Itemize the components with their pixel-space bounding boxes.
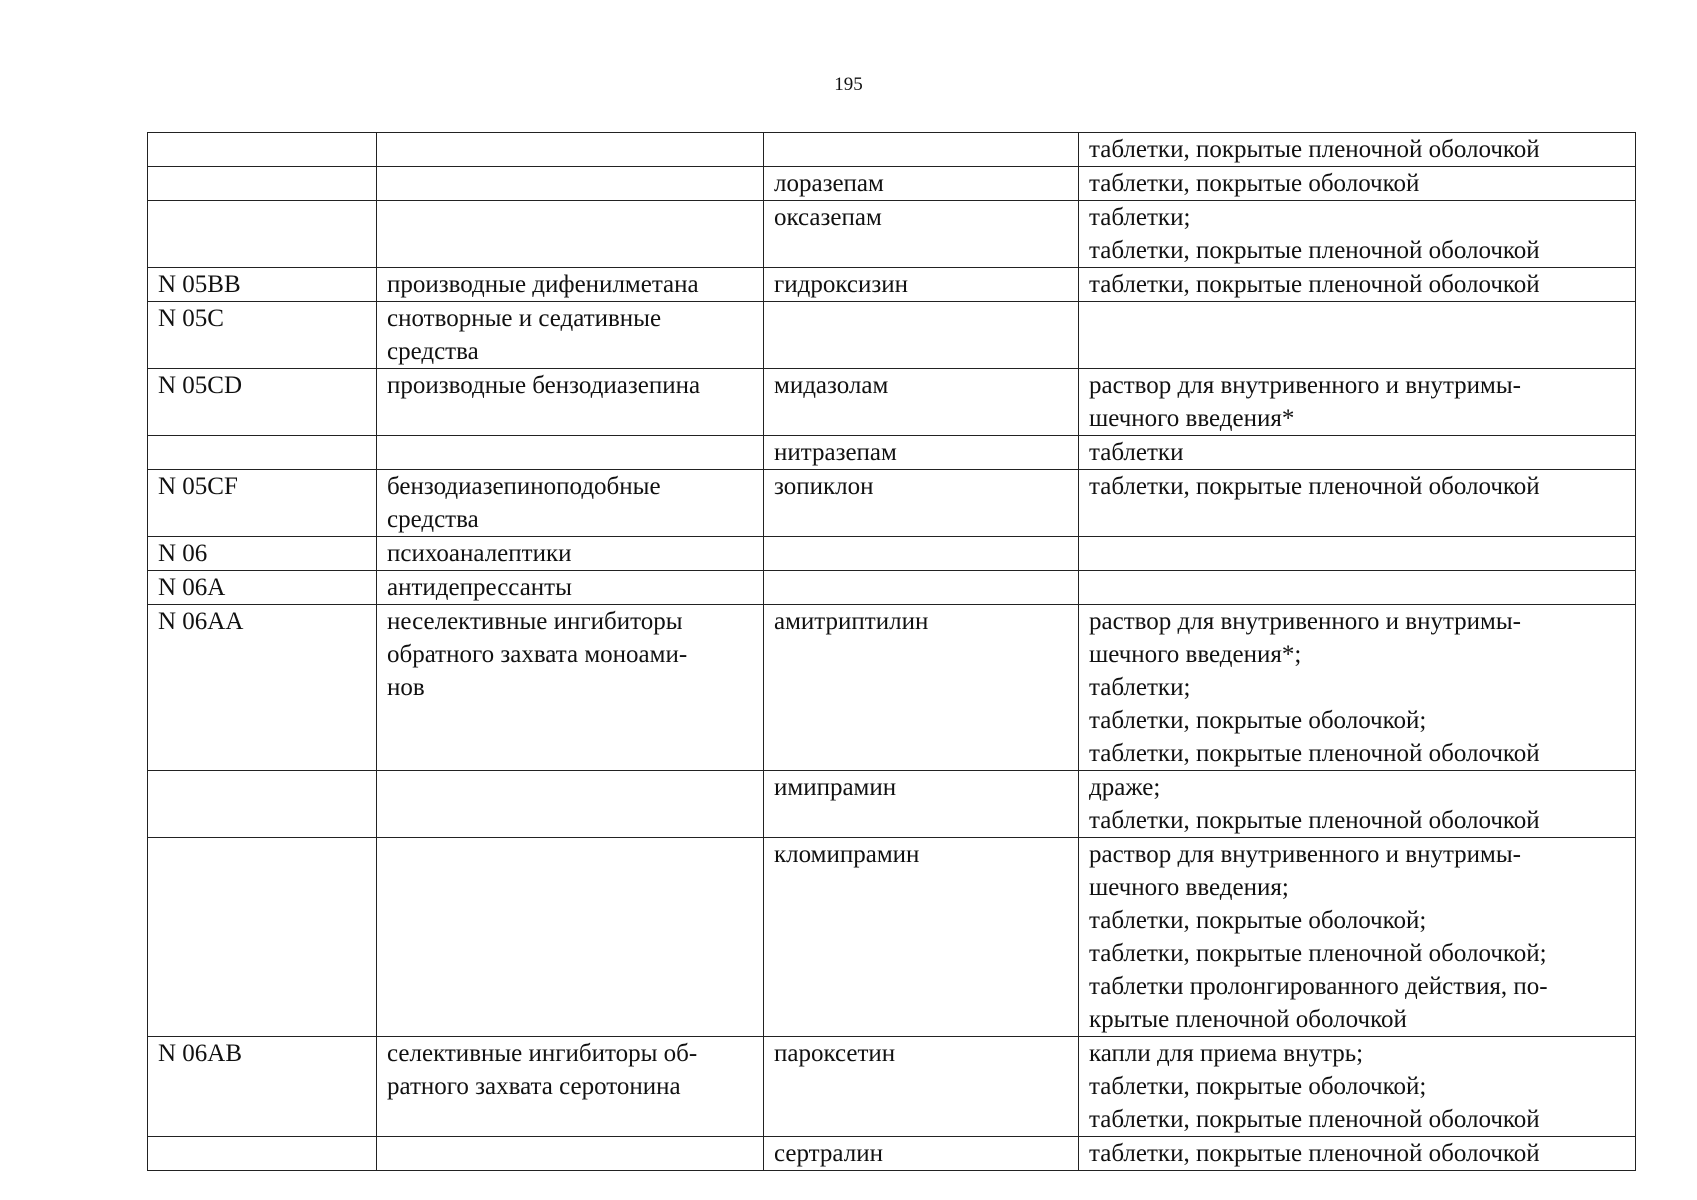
drug-name-cell bbox=[764, 537, 1079, 571]
drug-name-cell: лоразепам bbox=[764, 167, 1079, 201]
atc-code-cell: N 06AB bbox=[148, 1037, 377, 1137]
drug-name-cell: пароксетин bbox=[764, 1037, 1079, 1137]
drug-name-cell: зопиклон bbox=[764, 470, 1079, 537]
group-name-cell: антидепрессанты bbox=[377, 571, 764, 605]
table-row bbox=[148, 201, 1636, 268]
group-name-cell bbox=[377, 167, 764, 201]
table-row bbox=[148, 1137, 1636, 1171]
atc-code-cell bbox=[148, 167, 377, 201]
drug-name-cell: мидазолам bbox=[764, 369, 1079, 436]
table-row bbox=[148, 167, 1636, 201]
drug-name-cell: оксазепам bbox=[764, 201, 1079, 268]
group-name-cell bbox=[377, 1137, 764, 1171]
page-number: 195 bbox=[834, 74, 863, 95]
dosage-form-cell: капли для приема внутрь; таблетки, покрытые оболочкой; таблетки, покрытые пленочной оболочкой bbox=[1079, 1037, 1636, 1137]
table-row bbox=[148, 369, 1636, 436]
atc-code-cell bbox=[148, 201, 377, 268]
dosage-form-cell: таблетки, покрытые пленочной оболочкой bbox=[1079, 1137, 1636, 1171]
atc-code-cell: N 05C bbox=[148, 302, 377, 369]
dosage-form-cell: таблетки, покрытые пленочной оболочкой bbox=[1079, 268, 1636, 302]
atc-code-cell bbox=[148, 771, 377, 838]
group-name-cell: селективные ингибиторы об- ратного захвата серотонина bbox=[377, 1037, 764, 1137]
atc-code-cell bbox=[148, 838, 377, 1037]
table-row bbox=[148, 436, 1636, 470]
table-row bbox=[148, 1037, 1636, 1137]
dosage-form-cell: драже; таблетки, покрытые пленочной оболочкой bbox=[1079, 771, 1636, 838]
atc-code-cell: N 05CF bbox=[148, 470, 377, 537]
dosage-form-cell: таблетки bbox=[1079, 436, 1636, 470]
drug-table-body bbox=[148, 133, 1636, 1171]
drug-name-cell: амитриптилин bbox=[764, 605, 1079, 771]
table-row bbox=[148, 571, 1636, 605]
drug-name-cell bbox=[764, 302, 1079, 369]
drug-name-cell bbox=[764, 571, 1079, 605]
group-name-cell bbox=[377, 436, 764, 470]
group-name-cell: бензодиазепиноподобные средства bbox=[377, 470, 764, 537]
dosage-form-cell bbox=[1079, 571, 1636, 605]
atc-code-cell bbox=[148, 133, 377, 167]
drug-name-cell: гидроксизин bbox=[764, 268, 1079, 302]
group-name-cell: неселективные ингибиторы обратного захвата моноами- нов bbox=[377, 605, 764, 771]
table-row bbox=[148, 470, 1636, 537]
atc-code-cell: N 06AA bbox=[148, 605, 377, 771]
table-row bbox=[148, 771, 1636, 838]
drug-name-cell: имипрамин bbox=[764, 771, 1079, 838]
dosage-form-cell bbox=[1079, 302, 1636, 369]
drug-name-cell: кломипрамин bbox=[764, 838, 1079, 1037]
table-row bbox=[148, 133, 1636, 167]
dosage-form-cell: таблетки, покрытые пленочной оболочкой bbox=[1079, 133, 1636, 167]
group-name-cell: психоаналептики bbox=[377, 537, 764, 571]
table-row bbox=[148, 537, 1636, 571]
dosage-form-cell bbox=[1079, 537, 1636, 571]
group-name-cell bbox=[377, 133, 764, 167]
drug-name-cell: сертралин bbox=[764, 1137, 1079, 1171]
dosage-form-cell: таблетки; таблетки, покрытые пленочной оболочкой bbox=[1079, 201, 1636, 268]
group-name-cell bbox=[377, 838, 764, 1037]
atc-code-cell: N 06 bbox=[148, 537, 377, 571]
drug-name-cell bbox=[764, 133, 1079, 167]
dosage-form-cell: таблетки, покрытые пленочной оболочкой bbox=[1079, 470, 1636, 537]
atc-code-cell: N 05CD bbox=[148, 369, 377, 436]
atc-code-cell: N 05BB bbox=[148, 268, 377, 302]
group-name-cell: производные бензодиазепина bbox=[377, 369, 764, 436]
table-row bbox=[148, 302, 1636, 369]
group-name-cell bbox=[377, 771, 764, 838]
dosage-form-cell: раствор для внутривенного и внутримы- шечного введения; таблетки, покрытые оболочкой; таблетки, покрытые пленочной оболочкой; таблетки пролонгированного действия, по- крытые пленочной оболочкой bbox=[1079, 838, 1636, 1037]
atc-code-cell bbox=[148, 436, 377, 470]
drug-name-cell: нитразепам bbox=[764, 436, 1079, 470]
dosage-form-cell: раствор для внутривенного и внутримы- шечного введения* bbox=[1079, 369, 1636, 436]
atc-code-cell: N 06A bbox=[148, 571, 377, 605]
table-row bbox=[148, 605, 1636, 771]
group-name-cell bbox=[377, 201, 764, 268]
table-row bbox=[148, 268, 1636, 302]
atc-code-cell bbox=[148, 1137, 377, 1171]
dosage-form-cell: раствор для внутривенного и внутримы- шечного введения*; таблетки; таблетки, покрытые оболочкой; таблетки, покрытые пленочной оболочкой bbox=[1079, 605, 1636, 771]
drug-table bbox=[147, 132, 1636, 1171]
group-name-cell: производные дифенилметана bbox=[377, 268, 764, 302]
table-row bbox=[148, 838, 1636, 1037]
dosage-form-cell: таблетки, покрытые оболочкой bbox=[1079, 167, 1636, 201]
group-name-cell: снотворные и седативные средства bbox=[377, 302, 764, 369]
